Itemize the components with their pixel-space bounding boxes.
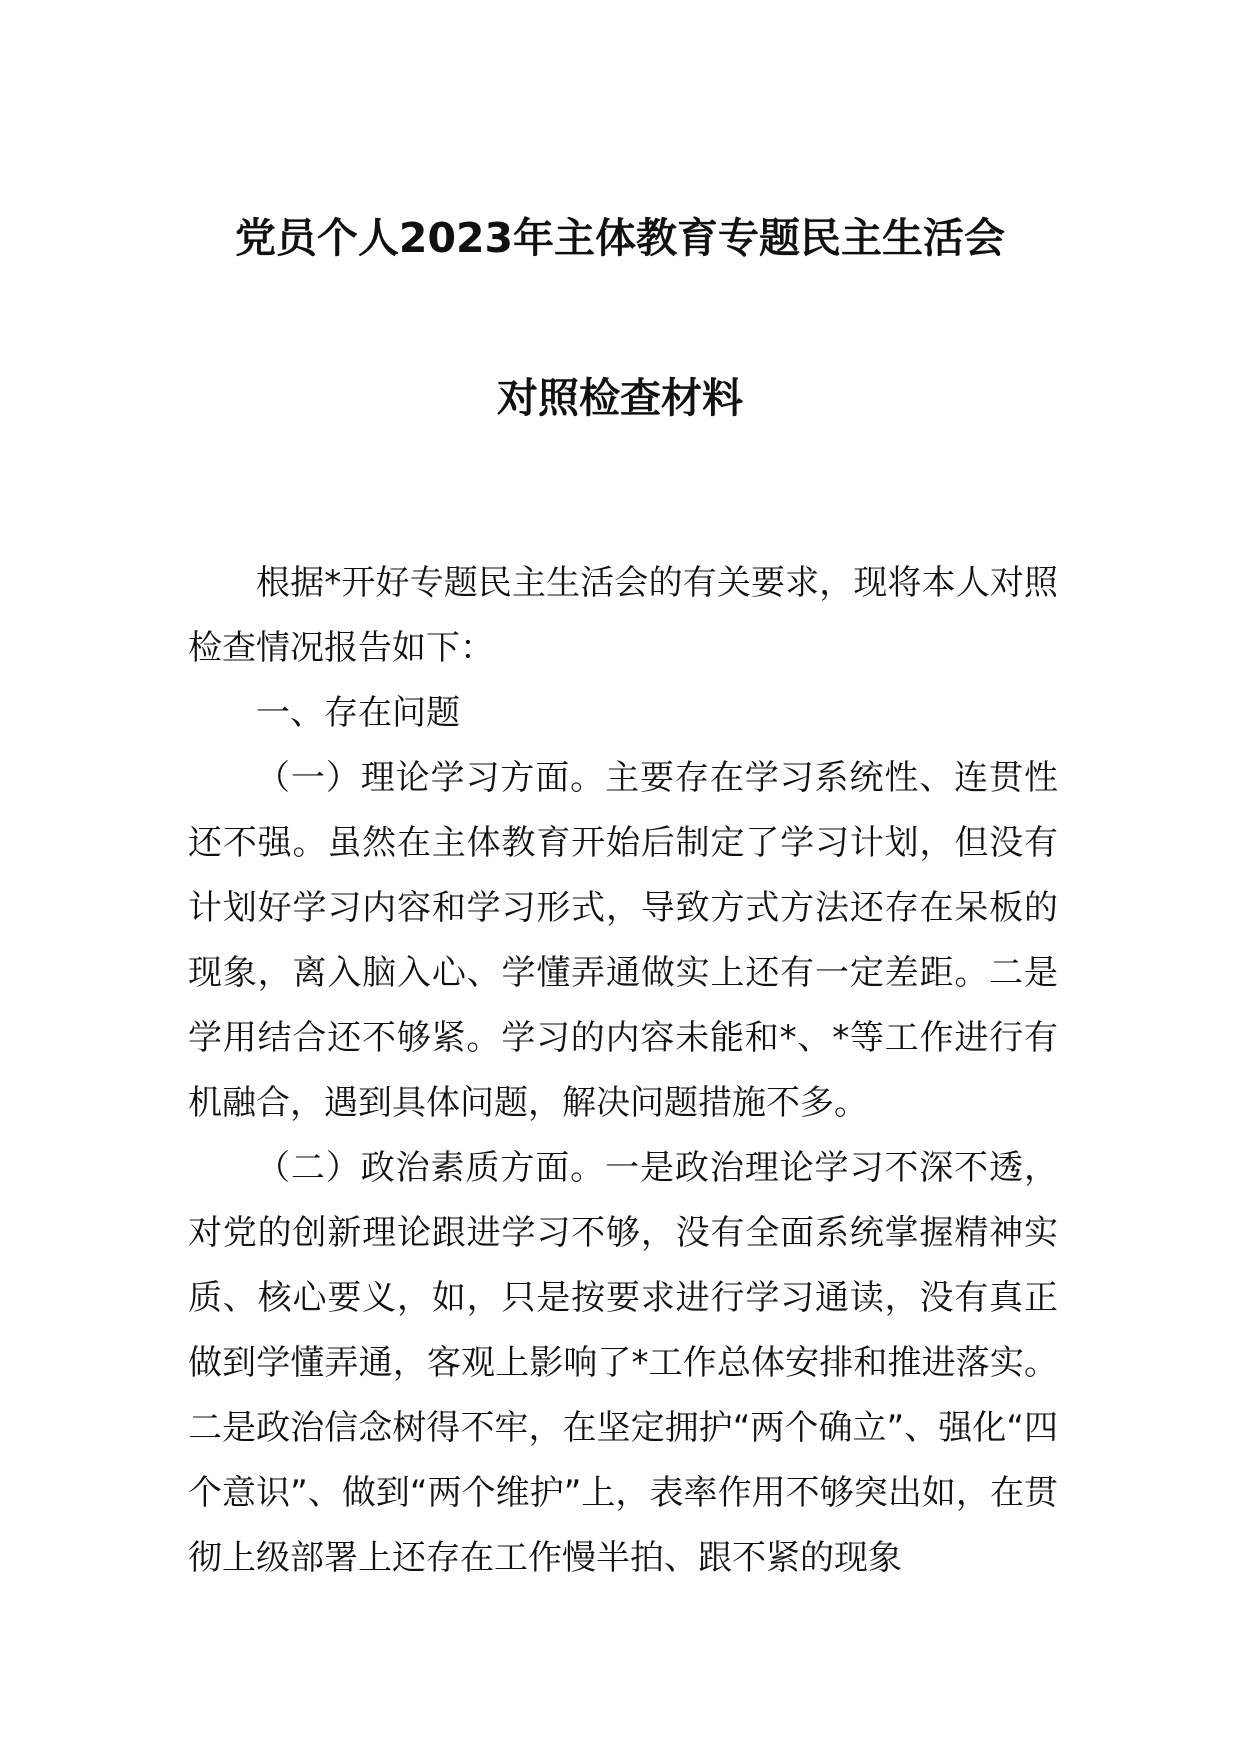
intro-paragraph: 根据*开好专题民主生活会的有关要求，现将本人对照检查情况报告如下： (188, 563, 1058, 668)
document-title-line-2: 对照检查材料 (497, 374, 743, 422)
document-title-line-1: 党员个人2023年主体教育专题民主生活会 (234, 214, 1006, 262)
document-body (188, 551, 1058, 1591)
paragraph-political-quality: （二）政治素质方面。一是政治理论学习不深不透，对党的创新理论跟进学习不够，没有全面系统掌握精神实质、核心要义，如，只是按要求进行学习通读，没有真正做到学懂弄通，客观上影响了*工作总体安排和推进落实。二是政治信念树得不牢，在坚定拥护“两个确立”、强化“四个意识”、做到“两个维护”上，表率作用不够突出如，在贯彻上级部署上还存在工作慢半拍、跟不紧的现象 (188, 1148, 1058, 1578)
section-heading-problems: 一、存在问题 (256, 693, 460, 733)
paragraph-theory-study: （一）理论学习方面。主要存在学习系统性、连贯性还不强。虽然在主体教育开始后制定了学习计划，但没有计划好学习内容和学习形式，导致方式方法还存在呆板的现象，离入脑入心、学懂弄通做实上还有一定差距。二是学用结合还不够紧。学习的内容未能和*、*等工作进行有机融合，遇到具体问题，解决问题措施不多。 (188, 758, 1058, 1123)
